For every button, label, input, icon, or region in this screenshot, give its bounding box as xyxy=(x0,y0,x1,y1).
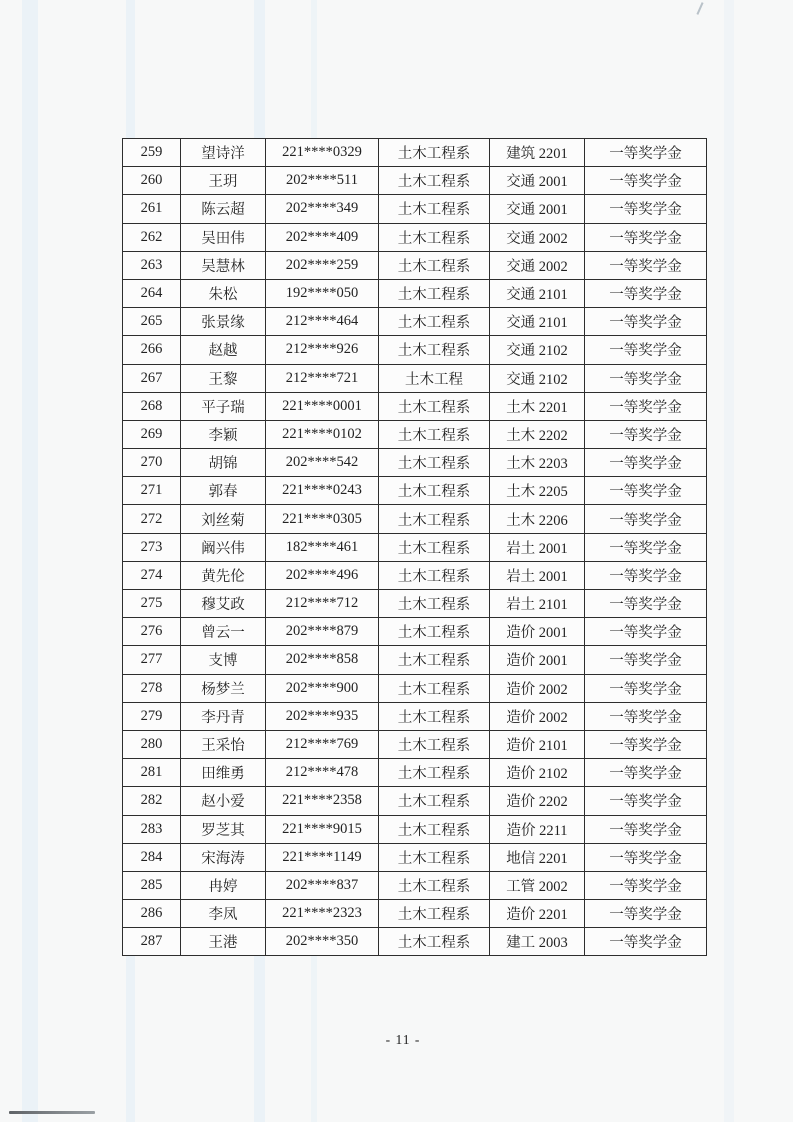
cell-class: 造价 2101 xyxy=(490,730,585,758)
cell-name: 王玥 xyxy=(181,167,266,195)
cell-department: 土木工程系 xyxy=(379,674,490,702)
cell-student-id: 212****721 xyxy=(266,364,379,392)
cell-class: 地信 2201 xyxy=(490,843,585,871)
table-row xyxy=(123,167,707,195)
cell-serial-number: 286 xyxy=(123,900,181,928)
cell-award: 一等奖学金 xyxy=(585,787,707,815)
cell-serial-number: 275 xyxy=(123,590,181,618)
cell-student-id: 202****259 xyxy=(266,251,379,279)
cell-class: 造价 2001 xyxy=(490,646,585,674)
cell-serial-number: 287 xyxy=(123,928,181,956)
cell-name: 吴田伟 xyxy=(181,223,266,251)
cell-department: 土木工程系 xyxy=(379,702,490,730)
cell-student-id: 202****542 xyxy=(266,449,379,477)
cell-student-id: 212****712 xyxy=(266,590,379,618)
cell-name: 刘丝菊 xyxy=(181,505,266,533)
cell-student-id: 202****409 xyxy=(266,223,379,251)
cell-department: 土木工程系 xyxy=(379,590,490,618)
cell-class: 岩土 2001 xyxy=(490,533,585,561)
cell-serial-number: 265 xyxy=(123,308,181,336)
cell-department: 土木工程系 xyxy=(379,815,490,843)
cell-student-id: 221****2323 xyxy=(266,900,379,928)
table-row xyxy=(123,392,707,420)
cell-class: 岩土 2001 xyxy=(490,561,585,589)
cell-class: 交通 2101 xyxy=(490,279,585,307)
cell-name: 田维勇 xyxy=(181,759,266,787)
cell-department: 土木工程系 xyxy=(379,787,490,815)
cell-award: 一等奖学金 xyxy=(585,308,707,336)
cell-name: 吴慧林 xyxy=(181,251,266,279)
cell-name: 望诗洋 xyxy=(181,139,266,167)
cell-serial-number: 276 xyxy=(123,618,181,646)
table-row xyxy=(123,533,707,561)
cell-award: 一等奖学金 xyxy=(585,843,707,871)
table-row xyxy=(123,674,707,702)
cell-award: 一等奖学金 xyxy=(585,223,707,251)
cell-class: 土木 2205 xyxy=(490,477,585,505)
cell-serial-number: 274 xyxy=(123,561,181,589)
scholarship-table-body xyxy=(123,139,707,956)
table-row xyxy=(123,251,707,279)
table-row xyxy=(123,477,707,505)
table-row xyxy=(123,843,707,871)
cell-department: 土木工程系 xyxy=(379,646,490,674)
cell-student-id: 221****0102 xyxy=(266,420,379,448)
table-row xyxy=(123,590,707,618)
cell-class: 交通 2102 xyxy=(490,364,585,392)
cell-department: 土木工程系 xyxy=(379,730,490,758)
cell-student-id: 221****0243 xyxy=(266,477,379,505)
cell-serial-number: 283 xyxy=(123,815,181,843)
table-row xyxy=(123,139,707,167)
table-row xyxy=(123,646,707,674)
cell-class: 工管 2002 xyxy=(490,871,585,899)
cell-class: 造价 2211 xyxy=(490,815,585,843)
scan-artifact-corner xyxy=(696,2,703,15)
table-row xyxy=(123,195,707,223)
cell-student-id: 212****769 xyxy=(266,730,379,758)
cell-student-id: 221****0329 xyxy=(266,139,379,167)
cell-department: 土木工程系 xyxy=(379,561,490,589)
cell-award: 一等奖学金 xyxy=(585,871,707,899)
cell-serial-number: 259 xyxy=(123,139,181,167)
cell-name: 罗芝其 xyxy=(181,815,266,843)
cell-department: 土木工程系 xyxy=(379,279,490,307)
cell-serial-number: 267 xyxy=(123,364,181,392)
table-row xyxy=(123,871,707,899)
cell-award: 一等奖学金 xyxy=(585,336,707,364)
cell-serial-number: 273 xyxy=(123,533,181,561)
cell-serial-number: 272 xyxy=(123,505,181,533)
scan-artifact-line xyxy=(9,1111,95,1114)
cell-class: 交通 2001 xyxy=(490,195,585,223)
cell-student-id: 221****2358 xyxy=(266,787,379,815)
cell-award: 一等奖学金 xyxy=(585,646,707,674)
cell-award: 一等奖学金 xyxy=(585,928,707,956)
table-row xyxy=(123,449,707,477)
cell-department: 土木工程系 xyxy=(379,505,490,533)
cell-name: 李颖 xyxy=(181,420,266,448)
cell-award: 一等奖学金 xyxy=(585,730,707,758)
cell-serial-number: 279 xyxy=(123,702,181,730)
cell-class: 造价 2002 xyxy=(490,702,585,730)
cell-student-id: 202****496 xyxy=(266,561,379,589)
cell-serial-number: 260 xyxy=(123,167,181,195)
cell-award: 一等奖学金 xyxy=(585,815,707,843)
cell-department: 土木工程系 xyxy=(379,928,490,956)
cell-department: 土木工程系 xyxy=(379,759,490,787)
page-number: - 11 - xyxy=(385,1032,421,1047)
cell-department: 土木工程系 xyxy=(379,167,490,195)
cell-student-id: 212****478 xyxy=(266,759,379,787)
cell-student-id: 182****461 xyxy=(266,533,379,561)
scan-stripe xyxy=(724,0,734,1122)
cell-serial-number: 271 xyxy=(123,477,181,505)
cell-department: 土木工程系 xyxy=(379,139,490,167)
cell-serial-number: 262 xyxy=(123,223,181,251)
table-row xyxy=(123,420,707,448)
cell-award: 一等奖学金 xyxy=(585,420,707,448)
cell-award: 一等奖学金 xyxy=(585,759,707,787)
cell-name: 王黎 xyxy=(181,364,266,392)
cell-department: 土木工程系 xyxy=(379,477,490,505)
cell-department: 土木工程系 xyxy=(379,843,490,871)
cell-award: 一等奖学金 xyxy=(585,392,707,420)
cell-class: 造价 2202 xyxy=(490,787,585,815)
cell-award: 一等奖学金 xyxy=(585,139,707,167)
cell-serial-number: 263 xyxy=(123,251,181,279)
cell-award: 一等奖学金 xyxy=(585,533,707,561)
cell-serial-number: 264 xyxy=(123,279,181,307)
cell-class: 交通 2102 xyxy=(490,336,585,364)
cell-award: 一等奖学金 xyxy=(585,279,707,307)
cell-award: 一等奖学金 xyxy=(585,167,707,195)
cell-award: 一等奖学金 xyxy=(585,251,707,279)
cell-serial-number: 270 xyxy=(123,449,181,477)
cell-serial-number: 282 xyxy=(123,787,181,815)
cell-name: 李凤 xyxy=(181,900,266,928)
cell-serial-number: 281 xyxy=(123,759,181,787)
cell-serial-number: 280 xyxy=(123,730,181,758)
cell-name: 李丹青 xyxy=(181,702,266,730)
cell-department: 土木工程系 xyxy=(379,308,490,336)
cell-department: 土木工程系 xyxy=(379,449,490,477)
cell-name: 冉婷 xyxy=(181,871,266,899)
cell-student-id: 212****464 xyxy=(266,308,379,336)
cell-name: 王采怡 xyxy=(181,730,266,758)
cell-name: 平子瑞 xyxy=(181,392,266,420)
cell-name: 朱松 xyxy=(181,279,266,307)
cell-serial-number: 269 xyxy=(123,420,181,448)
cell-name: 杨梦兰 xyxy=(181,674,266,702)
cell-class: 造价 2102 xyxy=(490,759,585,787)
cell-class: 交通 2002 xyxy=(490,223,585,251)
cell-name: 郭春 xyxy=(181,477,266,505)
scholarship-table xyxy=(122,138,707,956)
cell-award: 一等奖学金 xyxy=(585,674,707,702)
cell-student-id: 202****900 xyxy=(266,674,379,702)
cell-student-id: 221****1149 xyxy=(266,843,379,871)
cell-award: 一等奖学金 xyxy=(585,364,707,392)
cell-student-id: 202****935 xyxy=(266,702,379,730)
cell-award: 一等奖学金 xyxy=(585,702,707,730)
cell-class: 岩土 2101 xyxy=(490,590,585,618)
cell-award: 一等奖学金 xyxy=(585,449,707,477)
table-row xyxy=(123,815,707,843)
cell-name: 王港 xyxy=(181,928,266,956)
cell-award: 一等奖学金 xyxy=(585,561,707,589)
cell-serial-number: 277 xyxy=(123,646,181,674)
table-row xyxy=(123,561,707,589)
scan-stripe xyxy=(22,0,38,1122)
cell-name: 支博 xyxy=(181,646,266,674)
cell-name: 张景缘 xyxy=(181,308,266,336)
cell-department: 土木工程系 xyxy=(379,251,490,279)
cell-student-id: 221****9015 xyxy=(266,815,379,843)
cell-name: 曾云一 xyxy=(181,618,266,646)
cell-class: 建工 2003 xyxy=(490,928,585,956)
table-row xyxy=(123,336,707,364)
table-row xyxy=(123,364,707,392)
cell-class: 交通 2002 xyxy=(490,251,585,279)
cell-serial-number: 268 xyxy=(123,392,181,420)
table-row xyxy=(123,730,707,758)
cell-name: 陈云超 xyxy=(181,195,266,223)
table-row xyxy=(123,618,707,646)
cell-department: 土木工程系 xyxy=(379,336,490,364)
cell-name: 穆艾政 xyxy=(181,590,266,618)
cell-student-id: 221****0305 xyxy=(266,505,379,533)
table-row xyxy=(123,702,707,730)
cell-student-id: 192****050 xyxy=(266,279,379,307)
table-row xyxy=(123,759,707,787)
cell-class: 土木 2206 xyxy=(490,505,585,533)
cell-serial-number: 285 xyxy=(123,871,181,899)
cell-student-id: 202****837 xyxy=(266,871,379,899)
cell-award: 一等奖学金 xyxy=(585,590,707,618)
cell-class: 建筑 2201 xyxy=(490,139,585,167)
cell-class: 造价 2002 xyxy=(490,674,585,702)
cell-department: 土木工程系 xyxy=(379,900,490,928)
cell-department: 土木工程系 xyxy=(379,533,490,561)
cell-department: 土木工程 xyxy=(379,364,490,392)
cell-student-id: 202****349 xyxy=(266,195,379,223)
table-row xyxy=(123,900,707,928)
cell-department: 土木工程系 xyxy=(379,618,490,646)
cell-name: 赵小爱 xyxy=(181,787,266,815)
cell-department: 土木工程系 xyxy=(379,420,490,448)
table-row xyxy=(123,505,707,533)
cell-award: 一等奖学金 xyxy=(585,618,707,646)
table-row xyxy=(123,928,707,956)
table-row xyxy=(123,308,707,336)
cell-class: 交通 2101 xyxy=(490,308,585,336)
cell-serial-number: 261 xyxy=(123,195,181,223)
cell-student-id: 212****926 xyxy=(266,336,379,364)
cell-student-id: 221****0001 xyxy=(266,392,379,420)
table-row xyxy=(123,279,707,307)
cell-class: 交通 2001 xyxy=(490,167,585,195)
cell-class: 土木 2203 xyxy=(490,449,585,477)
cell-class: 土木 2202 xyxy=(490,420,585,448)
cell-student-id: 202****879 xyxy=(266,618,379,646)
cell-student-id: 202****858 xyxy=(266,646,379,674)
cell-award: 一等奖学金 xyxy=(585,900,707,928)
table-row xyxy=(123,223,707,251)
cell-name: 黄先伦 xyxy=(181,561,266,589)
cell-award: 一等奖学金 xyxy=(585,505,707,533)
cell-class: 土木 2201 xyxy=(490,392,585,420)
cell-name: 阚兴伟 xyxy=(181,533,266,561)
cell-name: 宋海涛 xyxy=(181,843,266,871)
cell-award: 一等奖学金 xyxy=(585,477,707,505)
cell-department: 土木工程系 xyxy=(379,392,490,420)
cell-class: 造价 2201 xyxy=(490,900,585,928)
table-row xyxy=(123,787,707,815)
cell-class: 造价 2001 xyxy=(490,618,585,646)
cell-name: 赵越 xyxy=(181,336,266,364)
cell-student-id: 202****511 xyxy=(266,167,379,195)
cell-department: 土木工程系 xyxy=(379,871,490,899)
cell-serial-number: 278 xyxy=(123,674,181,702)
cell-department: 土木工程系 xyxy=(379,195,490,223)
cell-student-id: 202****350 xyxy=(266,928,379,956)
cell-serial-number: 266 xyxy=(123,336,181,364)
cell-serial-number: 284 xyxy=(123,843,181,871)
cell-department: 土木工程系 xyxy=(379,223,490,251)
cell-award: 一等奖学金 xyxy=(585,195,707,223)
cell-name: 胡锦 xyxy=(181,449,266,477)
